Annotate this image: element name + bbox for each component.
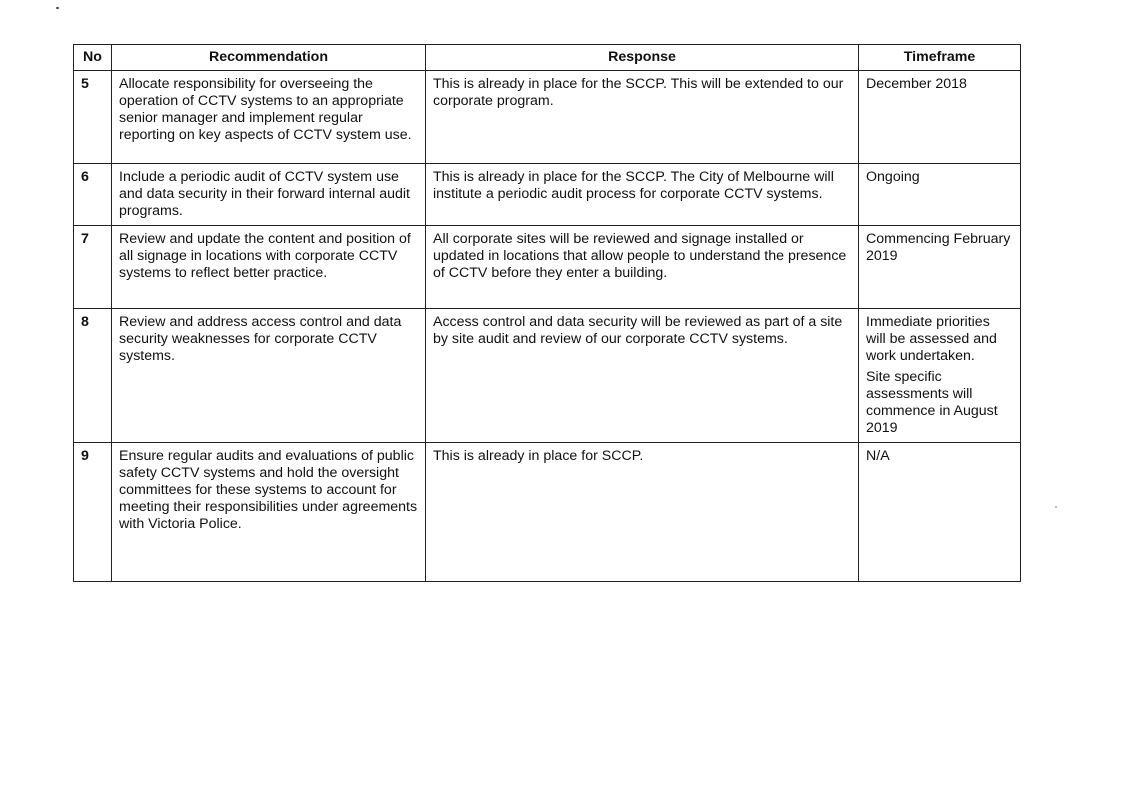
timeframe-cell [859,164,1021,226]
table-row [74,71,1021,164]
recommendation-cell: Ensure regular audits and evaluations of public safety CCTV systems and hold the oversight committees for these systems to account for meeting their responsibilities under agreements with Victoria Police. [112,443,426,582]
row-number: 8 [74,309,112,443]
header-timeframe: Timeframe [859,45,1021,71]
timeframe-text: Site specific assessments will commence in August 2019 [866,369,998,436]
scan-speck [56,7,59,9]
table-row [74,443,1021,582]
timeframe-cell [859,309,1021,443]
header-response: Response [426,45,859,71]
table-header-row [74,45,1021,71]
timeframe-text: N/A [866,448,890,464]
response-cell: This is already in place for SCCP. [426,443,859,582]
timeframe-cell [859,443,1021,582]
row-number: 6 [74,164,112,226]
response-cell: This is already in place for the SCCP. The City of Melbourne will institute a periodic audit process for corporate CCTV systems. [426,164,859,226]
recommendations-table [73,44,1021,582]
response-cell: This is already in place for the SCCP. This will be extended to our corporate program. [426,71,859,164]
response-cell: All corporate sites will be reviewed and signage installed or updated in locations that allow people to understand the presence of CCTV before they enter a building. [426,226,859,309]
timeframe-text: December 2018 [866,76,967,92]
recommendation-cell: Include a periodic audit of CCTV system use and data security in their forward internal audit programs. [112,164,426,226]
header-recommendation: Recommendation [112,45,426,71]
header-no: No [74,45,112,71]
table-row [74,309,1021,443]
table-row [74,226,1021,309]
row-number: 9 [74,443,112,582]
row-number: 7 [74,226,112,309]
row-number: 5 [74,71,112,164]
recommendation-cell: Review and address access control and data security weaknesses for corporate CCTV systems. [112,309,426,443]
recommendation-cell: Allocate responsibility for overseeing the operation of CCTV systems to an appropriate senior manager and implement regular reporting on key aspects of CCTV system use. [112,71,426,164]
timeframe-text: Commencing February 2019 [866,231,1011,264]
timeframe-cell [859,71,1021,164]
table-row [74,164,1021,226]
timeframe-text: Ongoing [866,169,920,185]
timeframe-cell [859,226,1021,309]
recommendation-cell: Review and update the content and position of all signage in locations with corporate CCTV systems to reflect better practice. [112,226,426,309]
scan-speck [1055,506,1057,508]
response-cell: Access control and data security will be reviewed as part of a site by site audit and review of our corporate CCTV systems. [426,309,859,443]
timeframe-text: Immediate priorities will be assessed and work undertaken. [866,314,997,364]
